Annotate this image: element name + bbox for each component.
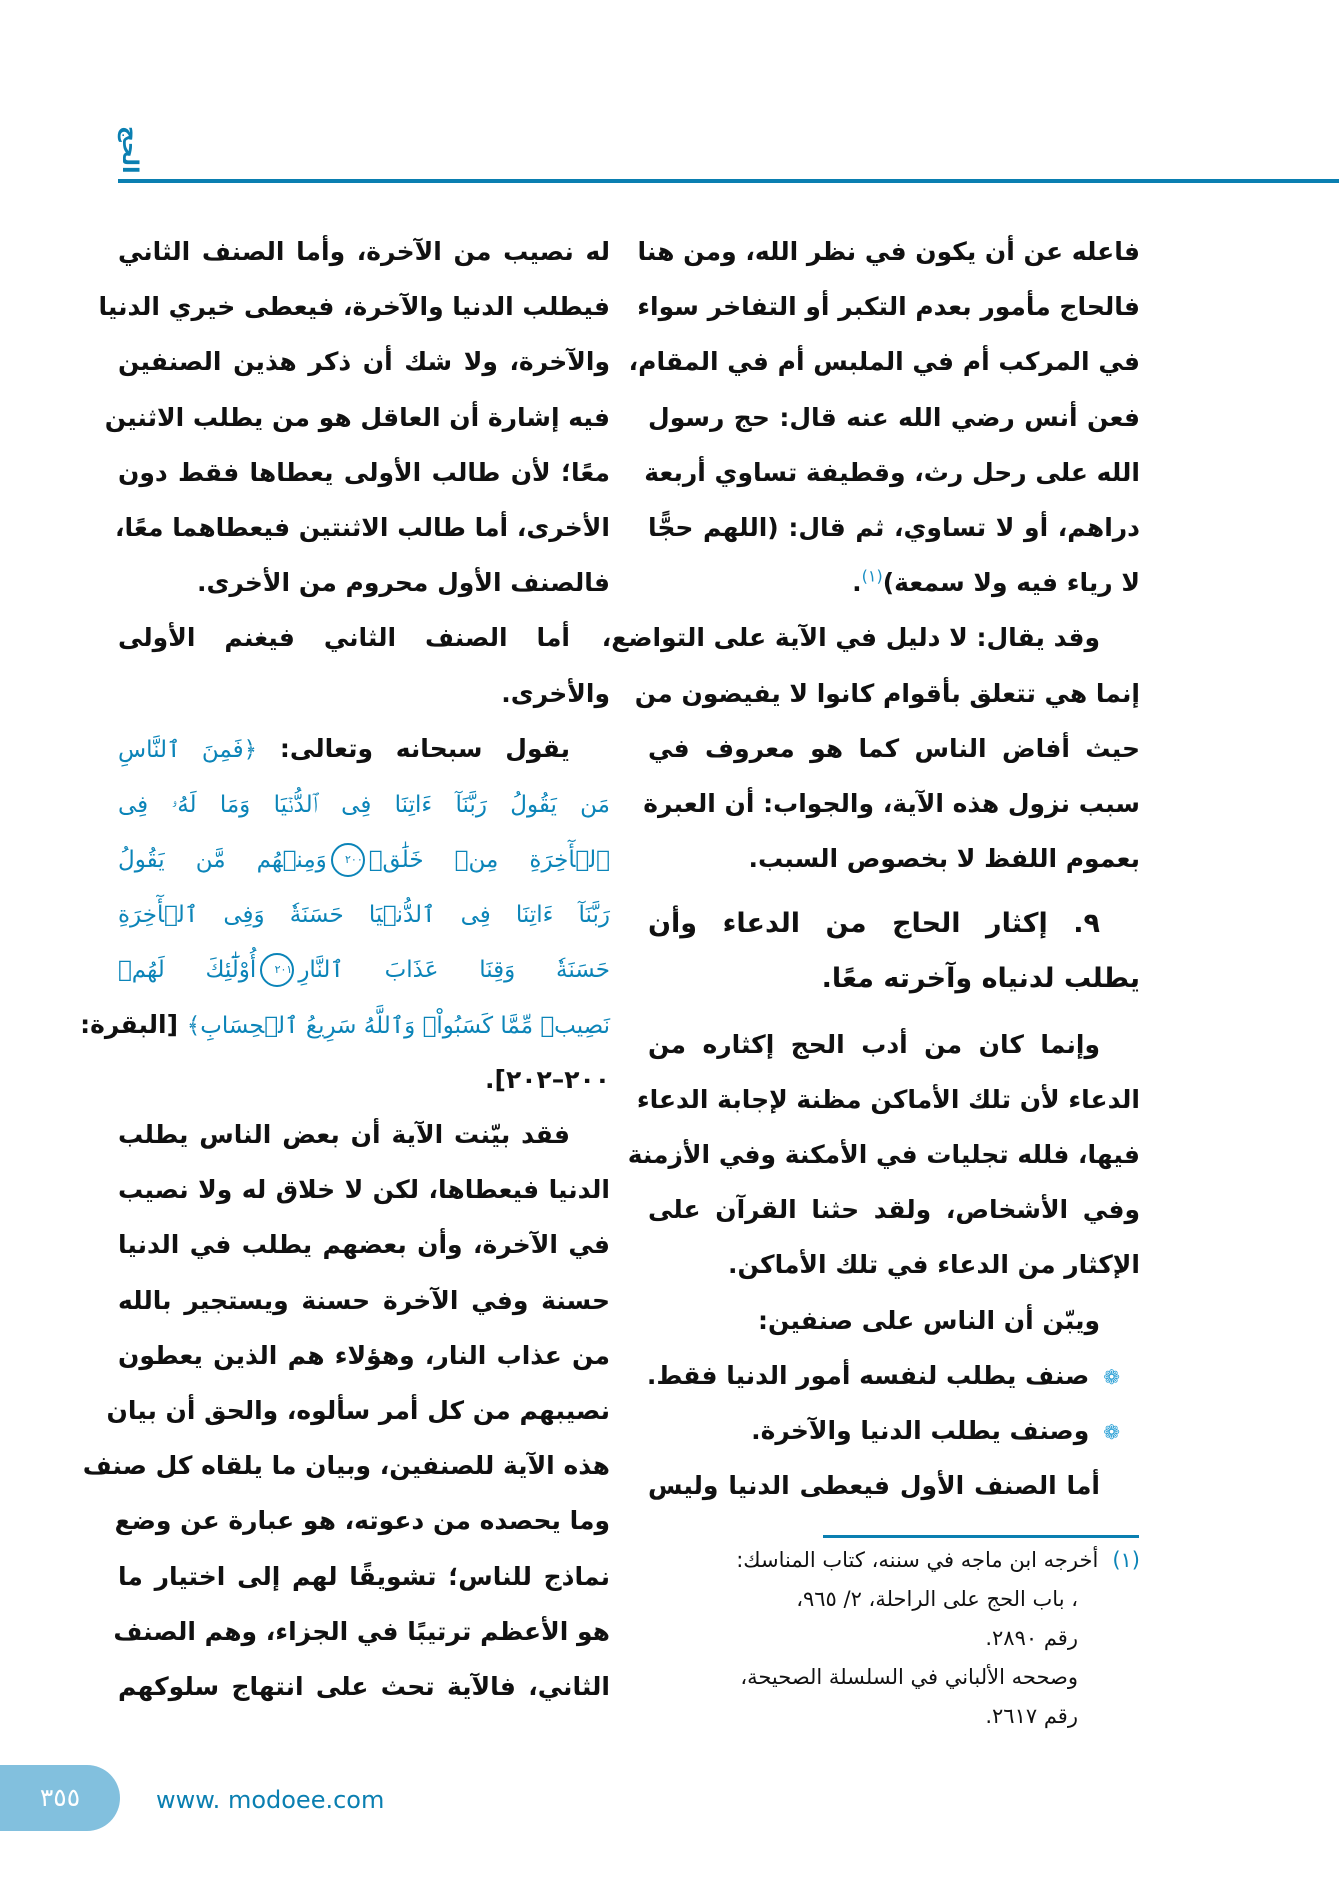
text-line [648,390,1140,445]
text-segment: ويبّن أن الناس على صنفين: [757,1305,1100,1335]
text-segment: سبب نزول هذه الآية، والجواب: أن العبرة [643,788,1140,818]
text-line [648,1182,1140,1237]
quran-text: نَصِيبٞ مِّمَّا كَسَبُواْۚ وَٱللَّهُ سَرِيعُ ٱلۡحِسَابِ﴾ [186,1012,610,1039]
quran-text: ﴿فَمِنَ ٱلنَّاسِ [118,736,258,763]
text-segment: فيطلب الدنيا والآخرة، فيعطى خيري الدنيا [98,292,610,322]
text-line [648,1293,1140,1348]
text-line [601,610,1140,665]
verse-line [80,997,610,1052]
bullet-item [648,1348,1140,1403]
text-segment: حيث أفاض الناس كما هو معروف في [648,733,1140,763]
text-line [648,831,1140,886]
text-line [637,279,1140,334]
footnote-text: أخرجه ابن ماجه في سننه، كتاب المناسك: [736,1548,1099,1572]
header-rule [118,179,1339,183]
page-number-badge: ٣٥٥ [0,1765,120,1831]
text-line [636,1072,1140,1127]
text-segment: بعموم اللفظ لا بخصوص السبب. [748,844,1140,874]
left-text-column [80,224,611,1714]
text-line [634,666,1140,721]
text-segment: وإنما كان من أدب الحج إكثاره من [648,1029,1100,1059]
footnote-line [648,1541,1140,1580]
footnote-line: رقم ٢٨٩٠. [985,1626,1078,1650]
text-line [118,1273,610,1328]
text-segment: الإكثار من الدعاء في تلك الأماكن. [728,1250,1140,1280]
quran-text: حَسَنَةٗ وَقِنَا عَذَابَ ٱلنَّارِ [298,957,611,984]
text-segment: الثاني، فالآية تحث على انتهاج سلوكهم [118,1671,610,1701]
text-segment: في الآخرة، وأن بعضهم يطلب في الدنيا [118,1230,610,1260]
text-segment: أما الصنف الثاني فيغنم الأولى [118,623,570,653]
text-segment: فيه إشارة أن العاقل هو من يطلب الاثنين [104,402,610,432]
footnote-reference[interactable]: (١) [861,566,883,586]
footnote-line: ، باب الحج على الراحلة، ٢/ ٩٦٥، [796,1587,1078,1611]
quran-text: أُوْلَٰٓئِكَ لَهُمۡ [118,957,257,984]
text-line [648,1458,1140,1513]
text-line [648,1237,1140,1292]
footnote-line: وصححه الألباني في السلسلة الصحيحة، [740,1665,1078,1689]
text-segment: والآخرة، ولا شك أن ذكر هذين الصنفين [118,347,610,377]
quran-text: مَن يَقُولُ رَبَّنَآ ءَاتِنَا فِى ٱلدُّنۡيَا وَمَا لَهُۥ فِى [118,791,610,818]
quran-text: وَمِنۡهُم مَّن يَقُولُ [118,847,327,874]
text-segment: إنما هي تتعلق بأقوام كانوا لا يفيضون من [634,678,1140,708]
text-line [643,776,1140,831]
ayah-number-marker: ٢٠١ [260,953,294,987]
text-segment: فالحاج مأمور بعدم التكبر أو التفاخر سواء [637,292,1140,322]
text-line [648,500,1140,555]
text-segment: الأخرى، أما طالب الاثنتين فيعطاهما معًا، [115,512,610,542]
text-line [82,1438,610,1493]
text-segment: الدعاء لأن تلك الأماكن مظنة لإجابة الدعاء [636,1084,1140,1114]
text-segment: . [852,568,862,598]
verse-line [118,776,610,831]
text-line [118,555,610,610]
footnotes [648,1541,1140,1736]
text-segment: أما الصنف الأول فيعطى الدنيا وليس [648,1471,1100,1501]
right-text-column [601,224,1140,1513]
verse-line [118,721,610,776]
text-line [114,1493,610,1548]
text-line [118,610,610,665]
text-line [648,1017,1140,1072]
bullet-flower-icon: ❁ [1103,1364,1120,1389]
text-segment: هو الأعظم ترتيبًا في الجزاء، وهم الصنف [113,1616,610,1646]
text-line [104,390,610,445]
text-segment: والأخرى. [501,678,610,708]
text-segment: حسنة وفي الآخرة حسنة ويستجير بالله [118,1285,610,1315]
text-line [118,1162,610,1217]
text-segment: الله على رحل رث، وقطيفة تساوي أربعة [644,457,1140,487]
text-line [628,334,1140,389]
text-line [118,224,610,279]
text-segment: وصنف يطلب الدنيا والآخرة. [751,1415,1090,1445]
footnote-line: رقم ٢٦١٧. [985,1704,1078,1728]
text-line [118,666,610,721]
text-line [115,500,610,555]
text-segment: الدنيا فيعطاها، لكن لا خلاق له ولا نصيب [118,1175,610,1205]
website-url[interactable]: www. modoee.com [156,1786,385,1814]
ayah-number-marker: ٢٠٠ [331,843,365,877]
text-segment: من عذاب النار، وهؤلاء هم الذين يعطون [118,1340,610,1370]
text-segment: وقد يقال: لا دليل في الآية على التواضع، [601,623,1100,653]
bullet-item [648,1403,1140,1458]
text-line [627,1127,1140,1182]
text-line [118,1659,610,1714]
text-line [118,334,610,389]
text-segment: يطلب لدنياه وآخرته معًا. [821,963,1140,995]
text-line [118,445,610,500]
text-segment: يقول سبحانه وتعالى: [257,733,570,763]
text-segment: صنف يطلب لنفسه أمور الدنيا فقط. [646,1360,1090,1390]
text-line [644,445,1140,500]
bullet-flower-icon: ❁ [1103,1419,1120,1444]
text-segment: معًا؛ لأن طالب الأولى يعطاها فقط دون [118,457,610,487]
text-segment: لا رياء فيه ولا سمعة) [882,568,1140,598]
verse-line [118,886,610,941]
section-heading [648,896,1140,951]
text-line [648,555,1140,610]
text-line [648,721,1140,776]
text-segment: دراهم، أو لا تساوي، ثم قال: (اللهم حجًّا [648,512,1140,542]
text-segment: [البقرة: [80,1009,187,1039]
verse-line [118,941,610,996]
text-segment: نصيبهم من كل أمر سألوه، والحق أن بيان [106,1395,610,1425]
text-segment: فاعله عن أن يكون في نظر الله، ومن هنا [637,237,1140,266]
text-segment: في المركب أم في الملبس أم في المقام، [628,347,1140,377]
text-segment: فقد بيّنت الآية أن بعض الناس يطلب [118,1120,570,1149]
text-segment: هذه الآية للصنفين، وبيان ما يلقاه كل صنف [82,1451,610,1481]
text-segment: فيها، فلله تجليات في الأمكنة وفي الأزمنة [627,1140,1140,1169]
text-segment: فعن أنس رضي الله عنه قال: حج رسول [648,402,1140,432]
text-segment: وما يحصده من دعوته، هو عبارة عن وضع [114,1506,610,1536]
quran-text: ٱلۡأٓخِرَةِ مِنۡ خَلَٰقٖ [368,847,610,874]
text-line [106,1383,610,1438]
text-segment: نماذج للناس؛ تشويقًا لهم إلى اختيار ما [118,1561,610,1591]
text-line [118,1328,610,1383]
text-line [118,1549,610,1604]
verse-reference [118,1052,610,1107]
section-heading [648,951,1140,1006]
text-segment: فالصنف الأول محروم من الأخرى. [196,568,610,598]
book-logo: الحج [117,126,142,174]
text-segment: له نصيب من الآخرة، وأما الصنف الثاني [118,237,610,266]
footnote-divider [823,1535,1139,1538]
text-line [118,1107,610,1162]
text-segment: ٢٠٠–٢٠٢]. [485,1064,610,1094]
quran-text: رَبَّنَآ ءَاتِنَا فِى ٱلدُّنۡيَا حَسَنَةٗ وَفِى ٱلۡأٓخِرَةِ [118,902,610,929]
text-line [637,224,1140,279]
text-line [118,1217,610,1272]
text-line [98,279,610,334]
footnote-number: (١) [1112,1548,1140,1572]
text-segment: وفي الأشخاص، ولقد حثنا القرآن على [648,1195,1140,1225]
text-line [113,1604,610,1659]
verse-line [118,831,610,886]
text-segment: ٩. إكثار الحاج من الدعاء وأن [648,908,1100,940]
